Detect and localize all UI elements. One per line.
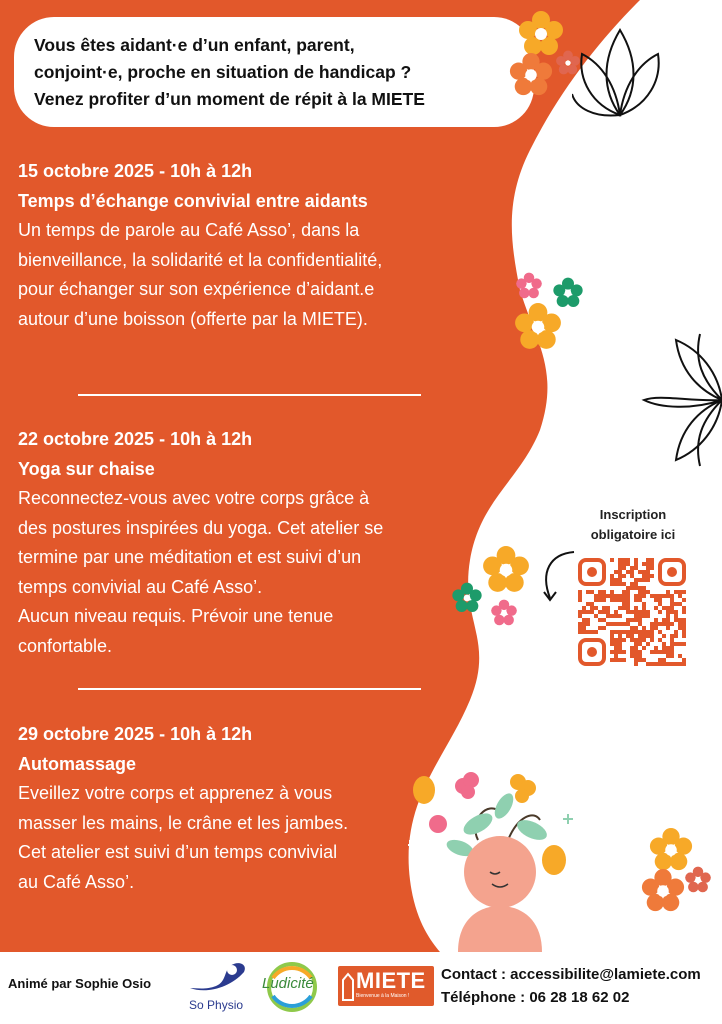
event-2	[18, 424, 383, 661]
contact-email[interactable]: Contact : accessibilite@lamiete.com	[441, 966, 701, 983]
flower-icon	[515, 272, 543, 300]
separator-line	[78, 394, 421, 396]
flower-icon	[451, 582, 483, 614]
separator-line	[78, 688, 421, 690]
event-desc-line: bienveillance, la solidarité et la confidentialité,	[18, 249, 383, 270]
event-desc-line: autour d’une boisson (offerte par la MIETE).	[18, 308, 368, 329]
ludicite-logo-text: Ludicité	[262, 975, 314, 992]
event-desc-line: Eveillez votre corps et apprenez à vous	[18, 783, 333, 803]
event-title: Automassage	[18, 754, 137, 774]
lotus-outline-icon	[640, 330, 722, 470]
sophysio-logo-text: So Physio	[189, 998, 244, 1012]
lotus-outline-icon	[572, 20, 668, 120]
flower-icon	[481, 545, 531, 595]
event-title: Yoga sur chaise	[18, 459, 155, 479]
registration-label	[568, 505, 698, 545]
event-desc-line: masser les mains, le crâne et les jambes.	[18, 812, 349, 833]
woman-illustration-icon	[408, 760, 588, 952]
animator-text: Animé par Sophie Osio	[8, 976, 152, 991]
event-3	[18, 719, 348, 897]
event-desc-line: des postures inspirées du yoga. Cet atelier se	[18, 517, 384, 538]
qr-code-icon[interactable]	[578, 558, 686, 666]
event-desc-line: pour échanger sur son expérience d’aidant.e	[18, 279, 375, 299]
header-bubble	[14, 17, 534, 127]
event-desc-line: Un temps de parole au Café Asso’, dans la	[18, 220, 360, 240]
event-desc-line: Cet atelier est suivi d’un temps convivial	[18, 842, 338, 862]
event-date: 22 octobre 2025 - 10h à 12h	[18, 429, 253, 449]
curved-arrow-icon	[536, 548, 576, 606]
flower-icon	[508, 52, 554, 98]
miete-tagline: Bienvenue à la Maison !	[356, 993, 410, 999]
event-desc-line: temps convivial au Café Asso’.	[18, 576, 263, 597]
flower-icon	[513, 302, 563, 352]
sophysio-logo-icon	[186, 958, 250, 998]
registration-line-2: obligatoire ici	[590, 527, 676, 542]
event-date: 15 octobre 2025 - 10h à 12h	[18, 161, 253, 181]
miete-logo-text: MIETE	[356, 968, 426, 993]
miete-house-icon	[341, 970, 355, 1002]
event-date: 29 octobre 2025 - 10h à 12h	[18, 724, 253, 744]
event-desc-line: Reconnectez-vous avec votre corps grâce à	[18, 488, 370, 508]
event-1	[18, 156, 382, 334]
event-desc-line: au Café Asso’.	[18, 871, 135, 892]
flower-icon	[490, 599, 518, 627]
registration-line-1: Inscription	[599, 507, 667, 522]
header-line-1: Vous êtes aidant·e d’un enfant, parent,	[34, 35, 355, 55]
event-desc-line: Aucun niveau requis. Prévoir une tenue	[18, 606, 334, 626]
event-title: Temps d’échange convivial entre aidants	[18, 191, 368, 211]
contact-block	[441, 963, 701, 1009]
contact-phone[interactable]: Téléphone : 06 28 18 62 02	[441, 989, 630, 1006]
flower-icon	[684, 866, 712, 894]
event-desc-line: termine par une méditation et est suivi d’un	[18, 547, 362, 567]
flower-icon	[555, 50, 581, 76]
event-desc-line: confortable.	[18, 635, 113, 656]
header-line-2: conjoint·e, proche en situation de handicap ?	[34, 62, 412, 82]
header-line-3: Venez profiter d’un moment de répit à la MIETE	[34, 89, 425, 109]
flower-icon	[640, 868, 686, 914]
